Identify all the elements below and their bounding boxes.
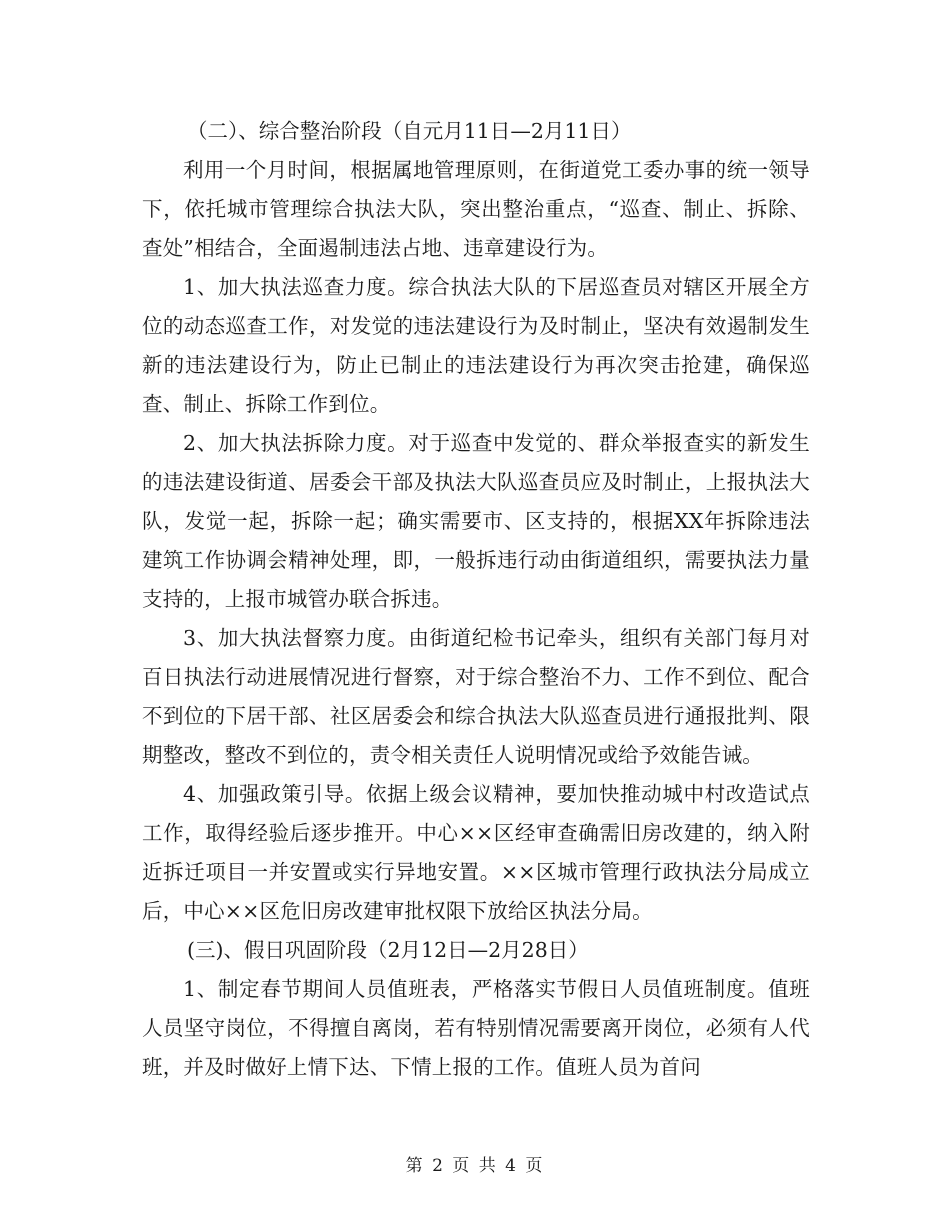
section-heading-comprehensive-rectification: （二）、综合整治阶段（自元月11日—2月11日） [187, 119, 632, 143]
item-policy-guidance: 4、加强政策引导。依据上级会议精神，要加快推动城中村改造试点工作，取得经验后逐步推开。中心××区经审查确需旧房改建的，纳入附近拆迁项目一并安置或实行异地安置。××区城市管理行政执法分局成立后，中心××区危旧房改建审批权限下放给区执法分局。 [142, 782, 810, 923]
item-demolition-enforcement: 2、加大执法拆除力度。对于巡查中发觉的、群众举报查实的新发生的违法建设街道、居委会干部及执法大队巡查员应及时制止，上报执法大队，发觉一起，拆除一起；确实需要市、区支持的，根据XX年拆除违法建筑工作协调会精神处理，即，一般拆违行动由街道组织，需要执法力量支持的，上报市城管办联合拆违。 [142, 431, 810, 611]
section-heading-holiday-consolidation: (三)、假日巩固阶段（2月12日—2月28日） [187, 938, 589, 962]
section-intro-paragraph: 利用一个月时间，根据属地管理原则，在街道党工委办事的统一领导下，依托城市管理综合执法大队，突出整治重点，“巡查、制止、拆除、查处”相结合，全面遏制违法占地、违章建设行为。 [142, 158, 810, 260]
item-duty-roster: 1、制定春节期间人员值班表，严格落实节假日人员值班制度。值班人员坚守岗位，不得擅自离岗，若有特别情况需要离开岗位，必须有人代班，并及时做好上情下达、下情上报的工作。值班人员为首问 [142, 977, 810, 1079]
document-body [142, 112, 810, 1087]
page-number-footer: 第 2 页 共 4 页 [405, 1156, 545, 1176]
item-patrol-enforcement: 1、加大执法巡查力度。综合执法大队的下居巡查员对辖区开展全方位的动态巡查工作，对发觉的违法建设行为及时制止，坚决有效遏制发生新的违法建设行为，防止已制止的违法建设行为再次突击抢建，确保巡查、制止、拆除工作到位。 [142, 275, 810, 416]
item-supervision-enforcement: 3、加大执法督察力度。由街道纪检书记牵头，组织有关部门每月对百日执法行动进展情况进行督察，对于综合整治不力、工作不到位、配合不到位的下居干部、社区居委会和综合执法大队巡查员进行通报批判、限期整改，整改不到位的，责令相关责任人说明情况或给予效能告诫。 [142, 626, 810, 767]
